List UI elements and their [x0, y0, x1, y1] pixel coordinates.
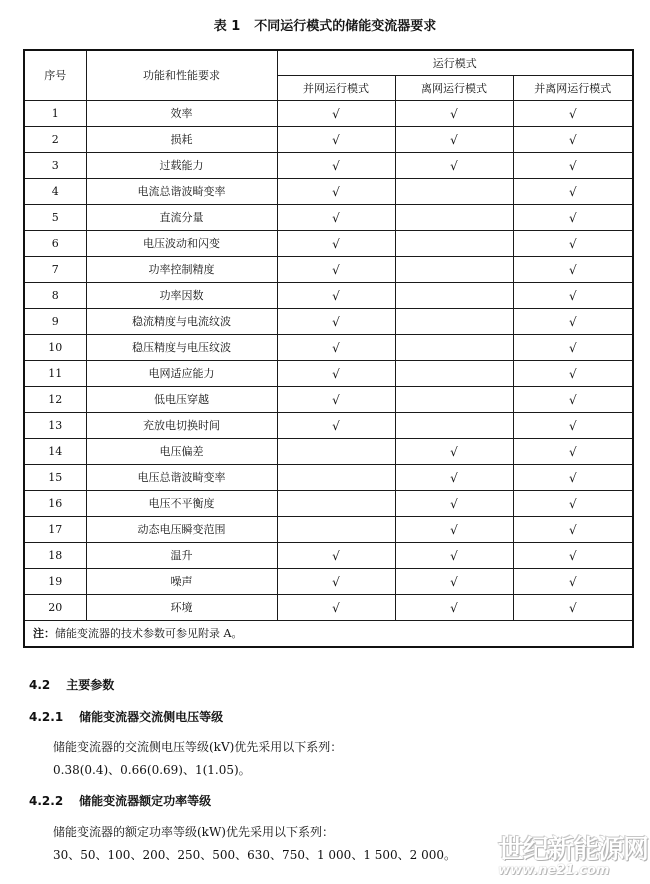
table-row	[24, 179, 633, 205]
cell-mode-grid	[277, 205, 395, 231]
cell-mode-grid	[277, 101, 395, 127]
cell-mode-offgrid	[395, 309, 513, 335]
table-row	[24, 543, 633, 569]
cell-mode-offgrid	[395, 231, 513, 257]
row-number: 8	[24, 283, 86, 309]
row-requirement: 动态电压瞬变范围	[86, 517, 277, 543]
paragraph-line: 储能变流器的交流侧电压等级(kV)优先采用以下系列：	[53, 740, 343, 754]
row-number: 11	[24, 361, 86, 387]
table-row	[24, 413, 633, 439]
table-row	[24, 361, 633, 387]
check-mark-icon: √	[568, 574, 577, 589]
paragraph-line: 储能变流器的额定功率等级(kW)优先采用以下系列：	[53, 825, 334, 839]
cell-mode-hybrid	[513, 543, 633, 569]
check-mark-icon: √	[568, 340, 577, 355]
cell-mode-offgrid	[395, 517, 513, 543]
cell-mode-offgrid	[395, 127, 513, 153]
paragraph-line: 0.38(0.4)、0.66(0.69)、1(1.05)。	[53, 763, 251, 777]
row-number: 16	[24, 491, 86, 517]
check-mark-icon: √	[332, 600, 340, 615]
check-mark-icon: √	[568, 210, 577, 225]
table-row	[24, 465, 633, 491]
cell-mode-hybrid	[513, 153, 633, 179]
check-mark-icon: √	[568, 444, 577, 459]
section-number: 4.2	[29, 678, 51, 692]
check-mark-icon: √	[450, 470, 458, 485]
row-requirement: 电压偏差	[86, 439, 277, 465]
section-heading	[29, 676, 114, 693]
check-mark-icon: √	[450, 548, 458, 563]
table-row	[24, 101, 633, 127]
check-mark-icon: √	[450, 522, 458, 537]
cell-mode-hybrid	[513, 569, 633, 595]
table-row	[24, 153, 633, 179]
requirements-table	[23, 49, 634, 648]
check-mark-icon: √	[568, 236, 577, 251]
check-mark-icon: √	[450, 158, 458, 173]
row-requirement: 充放电切换时间	[86, 413, 277, 439]
check-mark-icon: √	[568, 548, 577, 563]
row-requirement: 电压波动和闪变	[86, 231, 277, 257]
check-mark-icon: √	[332, 548, 340, 563]
check-mark-icon: √	[332, 392, 340, 407]
check-mark-icon: √	[568, 600, 577, 615]
row-requirement: 温升	[86, 543, 277, 569]
cell-mode-offgrid	[395, 387, 513, 413]
table-number: 表 1	[213, 19, 241, 34]
cell-mode-grid	[277, 517, 395, 543]
row-requirement: 电压总谐波畸变率	[86, 465, 277, 491]
row-number: 7	[24, 257, 86, 283]
watermark-logo	[498, 836, 648, 878]
row-number: 5	[24, 205, 86, 231]
row-requirement: 功率控制精度	[86, 257, 277, 283]
row-number: 14	[24, 439, 86, 465]
row-requirement: 噪声	[86, 569, 277, 595]
row-number: 4	[24, 179, 86, 205]
table-row	[24, 257, 633, 283]
cell-mode-grid	[277, 231, 395, 257]
cell-mode-hybrid	[513, 465, 633, 491]
check-mark-icon: √	[568, 262, 577, 277]
check-mark-icon: √	[450, 496, 458, 511]
cell-mode-grid	[277, 283, 395, 309]
cell-mode-hybrid	[513, 517, 633, 543]
row-number: 13	[24, 413, 86, 439]
check-mark-icon: √	[450, 106, 458, 121]
row-number: 15	[24, 465, 86, 491]
header-mode-offgrid: 离网运行模式	[395, 76, 513, 101]
note-text: 储能变流器的技术参数可参见附录 A。	[55, 627, 243, 640]
table-row	[24, 283, 633, 309]
cell-mode-offgrid	[395, 101, 513, 127]
cell-mode-offgrid	[395, 491, 513, 517]
check-mark-icon: √	[568, 496, 577, 511]
row-number: 1	[24, 101, 86, 127]
table-row	[24, 491, 633, 517]
check-mark-icon: √	[568, 418, 577, 433]
cell-mode-grid	[277, 439, 395, 465]
cell-mode-offgrid	[395, 413, 513, 439]
table-row	[24, 231, 633, 257]
table-row	[24, 205, 633, 231]
table-row	[24, 569, 633, 595]
check-mark-icon: √	[568, 392, 577, 407]
row-number: 12	[24, 387, 86, 413]
cell-mode-hybrid	[513, 179, 633, 205]
cell-mode-offgrid	[395, 465, 513, 491]
check-mark-icon: √	[568, 366, 577, 381]
table-note-row	[24, 621, 633, 648]
cell-mode-hybrid	[513, 595, 633, 621]
cell-mode-offgrid	[395, 439, 513, 465]
row-requirement: 效率	[86, 101, 277, 127]
check-mark-icon: √	[450, 132, 458, 147]
table-caption	[0, 15, 650, 34]
cell-mode-hybrid	[513, 335, 633, 361]
check-mark-icon: √	[332, 236, 340, 251]
cell-mode-grid	[277, 309, 395, 335]
row-number: 2	[24, 127, 86, 153]
cell-mode-hybrid	[513, 491, 633, 517]
paragraph-line: 30、50、100、200、250、500、630、750、1 000、1 500、2 000。	[53, 848, 457, 862]
cell-mode-hybrid	[513, 413, 633, 439]
cell-mode-offgrid	[395, 283, 513, 309]
cell-mode-offgrid	[395, 361, 513, 387]
cell-mode-hybrid	[513, 231, 633, 257]
row-requirement: 低电压穿越	[86, 387, 277, 413]
cell-mode-hybrid	[513, 257, 633, 283]
check-mark-icon: √	[332, 418, 340, 433]
cell-mode-offgrid	[395, 179, 513, 205]
cell-mode-hybrid	[513, 309, 633, 335]
section-number: 4.2.2	[29, 794, 64, 808]
cell-mode-offgrid	[395, 153, 513, 179]
table-note	[24, 621, 633, 648]
check-mark-icon: √	[568, 470, 577, 485]
check-mark-icon: √	[450, 444, 458, 459]
check-mark-icon: √	[332, 184, 340, 199]
cell-mode-hybrid	[513, 127, 633, 153]
check-mark-icon: √	[450, 600, 458, 615]
table-row	[24, 595, 633, 621]
cell-mode-grid	[277, 387, 395, 413]
check-mark-icon: √	[568, 106, 577, 121]
row-number: 9	[24, 309, 86, 335]
cell-mode-offgrid	[395, 257, 513, 283]
cell-mode-offgrid	[395, 569, 513, 595]
table-row	[24, 309, 633, 335]
subsection-heading	[29, 792, 211, 809]
check-mark-icon: √	[332, 262, 340, 277]
cell-mode-hybrid	[513, 387, 633, 413]
cell-mode-grid	[277, 257, 395, 283]
row-requirement: 稳流精度与电流纹波	[86, 309, 277, 335]
check-mark-icon: √	[332, 106, 340, 121]
table-row	[24, 387, 633, 413]
row-number: 6	[24, 231, 86, 257]
table-row	[24, 335, 633, 361]
row-requirement: 环境	[86, 595, 277, 621]
note-label: 注：	[33, 627, 55, 640]
cell-mode-grid	[277, 543, 395, 569]
cell-mode-hybrid	[513, 361, 633, 387]
watermark-url: www.ne21.com	[498, 863, 610, 878]
cell-mode-offgrid	[395, 205, 513, 231]
cell-mode-grid	[277, 361, 395, 387]
cell-mode-grid	[277, 413, 395, 439]
row-requirement: 电流总谐波畸变率	[86, 179, 277, 205]
section-title: 主要参数	[66, 678, 115, 692]
row-requirement: 损耗	[86, 127, 277, 153]
watermark-text: 世纪新能源网	[498, 835, 649, 865]
row-number: 3	[24, 153, 86, 179]
cell-mode-grid	[277, 595, 395, 621]
check-mark-icon: √	[568, 132, 577, 147]
header-requirement: 功能和性能要求	[86, 50, 277, 101]
check-mark-icon: √	[568, 158, 577, 173]
cell-mode-grid	[277, 335, 395, 361]
row-requirement: 直流分量	[86, 205, 277, 231]
cell-mode-offgrid	[395, 595, 513, 621]
section-title: 储能变流器额定功率等级	[79, 794, 212, 808]
header-mode-grid: 并网运行模式	[277, 76, 395, 101]
cell-mode-hybrid	[513, 283, 633, 309]
check-mark-icon: √	[450, 574, 458, 589]
header-seq: 序号	[24, 50, 86, 101]
check-mark-icon: √	[332, 366, 340, 381]
row-requirement: 稳压精度与电压纹波	[86, 335, 277, 361]
header-operating-modes: 运行模式	[277, 50, 633, 76]
table-body	[24, 101, 633, 648]
table-row	[24, 439, 633, 465]
row-number: 17	[24, 517, 86, 543]
cell-mode-grid	[277, 491, 395, 517]
section-number: 4.2.1	[29, 710, 64, 724]
table-row	[24, 517, 633, 543]
check-mark-icon: √	[332, 132, 340, 147]
row-requirement: 功率因数	[86, 283, 277, 309]
cell-mode-hybrid	[513, 101, 633, 127]
cell-mode-grid	[277, 153, 395, 179]
cell-mode-grid	[277, 465, 395, 491]
cell-mode-hybrid	[513, 439, 633, 465]
check-mark-icon: √	[332, 314, 340, 329]
cell-mode-offgrid	[395, 543, 513, 569]
cell-mode-hybrid	[513, 205, 633, 231]
cell-mode-grid	[277, 569, 395, 595]
check-mark-icon: √	[568, 184, 577, 199]
cell-mode-grid	[277, 179, 395, 205]
check-mark-icon: √	[568, 522, 577, 537]
row-requirement: 电网适应能力	[86, 361, 277, 387]
check-mark-icon: √	[568, 288, 577, 303]
check-mark-icon: √	[332, 288, 340, 303]
cell-mode-offgrid	[395, 335, 513, 361]
check-mark-icon: √	[332, 158, 340, 173]
table-title: 不同运行模式的储能变流器要求	[254, 19, 437, 34]
check-mark-icon: √	[332, 210, 340, 225]
row-requirement: 过载能力	[86, 153, 277, 179]
subsection-heading	[29, 708, 223, 725]
table-row	[24, 127, 633, 153]
check-mark-icon: √	[332, 340, 340, 355]
header-mode-hybrid: 并离网运行模式	[513, 76, 633, 101]
check-mark-icon: √	[568, 314, 577, 329]
row-number: 19	[24, 569, 86, 595]
row-number: 20	[24, 595, 86, 621]
row-number: 18	[24, 543, 86, 569]
check-mark-icon: √	[332, 574, 340, 589]
row-requirement: 电压不平衡度	[86, 491, 277, 517]
cell-mode-grid	[277, 127, 395, 153]
section-title: 储能变流器交流侧电压等级	[79, 710, 224, 724]
row-number: 10	[24, 335, 86, 361]
